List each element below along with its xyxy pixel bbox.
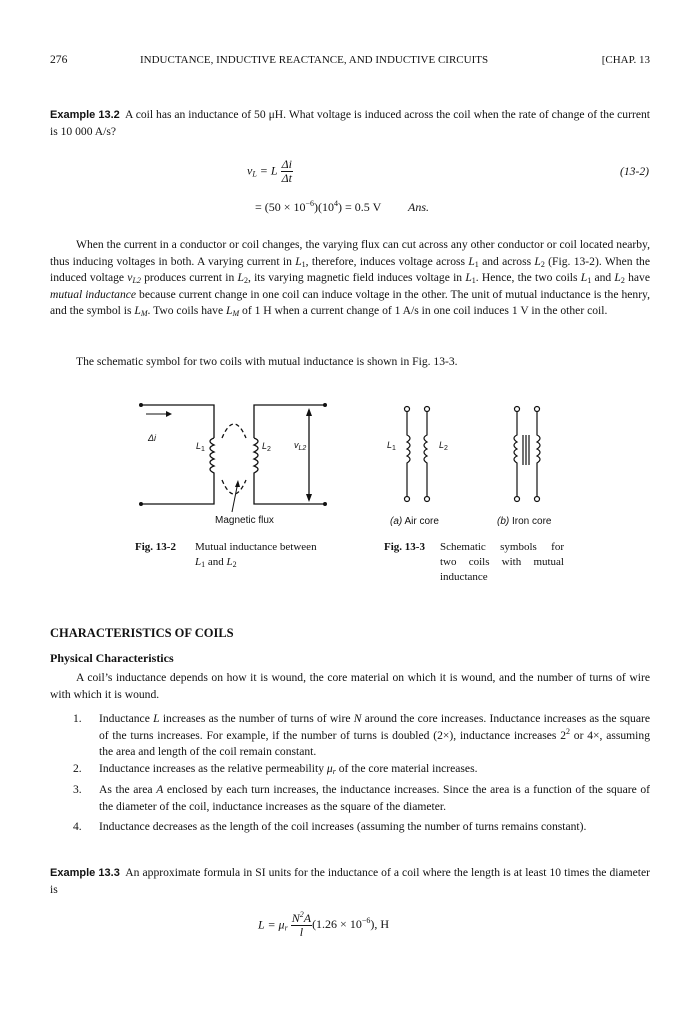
eq2-exp1: −6 (305, 199, 315, 208)
left-wire-bottom (142, 480, 214, 504)
sym: L (237, 271, 244, 285)
arrow-down-icon (306, 494, 312, 502)
list-number: 1. (73, 712, 82, 725)
text: The schematic symbol for two coils with mutual inductance is shown in Fig. 13-3. (76, 355, 458, 368)
sym: L (226, 304, 233, 318)
label-sub: 2 (267, 446, 271, 453)
list-text (99, 782, 650, 815)
eq2-c: ) = 0.5 V (338, 200, 382, 214)
fig-13-3-l2 (439, 437, 448, 454)
terminal-icon (405, 497, 410, 502)
sym: L (468, 254, 475, 268)
equation-number: (13-2) (620, 165, 649, 178)
text: and across (478, 254, 535, 268)
list-number: 2. (73, 762, 82, 775)
caption-line3: inductance (440, 571, 488, 583)
eq-fraction (281, 158, 293, 185)
eq-lhs-sub: r (284, 923, 288, 933)
sym-sub: 2 (620, 276, 625, 286)
text: Inductance (99, 712, 154, 725)
equation-coil-inductance (258, 912, 389, 939)
text: around the core increases. Inductance increases as the square of the turns increases. For example, if the number of turns is doubled (2×), inductance increases 2 (99, 712, 650, 742)
sym-sub: 1 (201, 560, 206, 569)
sym-sub: r (332, 767, 336, 776)
fig-13-3-b-label (497, 514, 551, 531)
list-number: 3. (73, 783, 82, 796)
sym: μ (326, 762, 333, 775)
terminal-icon (515, 407, 520, 412)
answer-label: Ans. (408, 200, 430, 214)
text: and (205, 556, 227, 568)
list-text (99, 819, 650, 836)
page-header (50, 52, 650, 68)
sym: N (353, 712, 362, 725)
flux-lines-icon (222, 424, 246, 494)
caption-line2 (195, 555, 237, 570)
example-text: An approximate formula in SI units for the inductance of a coil where the length is at least 10 times the diameter is (50, 866, 650, 896)
terminal-icon (323, 502, 327, 506)
label: L (387, 440, 393, 450)
chapter-label: [CHAP. 13 (601, 54, 650, 66)
sym-sub: 2 (540, 259, 545, 269)
text: because current change in one coil can induce voltage in the other. The unit of mutual inductance is the henry, and the symbol is (50, 287, 650, 318)
eq2-b: )(10 (314, 200, 335, 214)
text: . Two coils have (147, 304, 227, 318)
running-title: INDUCTANCE, INDUCTIVE REACTANCE, AND INDUCTIVE CIRCUITS (140, 54, 489, 66)
sym: L (153, 712, 160, 725)
sym: L (295, 254, 302, 268)
eq-den: Δt (281, 171, 292, 185)
sym: A (156, 783, 164, 796)
sym: v (127, 271, 133, 285)
label-sub: 2 (444, 445, 448, 452)
sym: L (195, 556, 202, 568)
eq2-exp2: 4 (334, 199, 339, 208)
eq-lhs: v (247, 163, 253, 178)
term-mutual-inductance: mutual inductance (50, 287, 137, 301)
caption-line2: two coils with mutual (440, 556, 564, 568)
fig-13-2-delta-i (148, 430, 156, 447)
label: Δi (148, 433, 157, 443)
label: v (294, 440, 299, 450)
fig-13-2-l2 (262, 438, 271, 455)
right-wire-top (254, 405, 324, 438)
eq-lhs-sub: L (252, 169, 257, 179)
eq-tail-exp: −6 (361, 916, 371, 926)
terminal-icon (425, 497, 430, 502)
label: Magnetic flux (215, 515, 274, 526)
label-sub: 1 (201, 446, 205, 453)
terminal-icon (425, 407, 430, 412)
text: or 4×, assuming the area and length of the coil remain constant. (99, 728, 650, 759)
label: L (439, 440, 445, 450)
section-heading: CHARACTERISTICS OF COILS (50, 626, 234, 640)
schematic-sentence (50, 354, 650, 371)
terminal-icon (323, 403, 327, 407)
eq2-a: = (50 × 10 (255, 200, 306, 214)
label: Air core (402, 516, 439, 527)
sup: 2 (566, 726, 570, 736)
eq-tail-a: (1.26 × 10 (312, 917, 362, 932)
example-13-2 (50, 107, 650, 140)
fig-13-2-caption (135, 540, 335, 569)
sym-sub: 1 (471, 276, 476, 286)
text: increases as the number of turns of wire (159, 712, 354, 725)
text: Inductance decreases as the length of the coil increases (assuming the number of turns remains constant). (99, 820, 587, 833)
fig-13-3-a-label (390, 514, 439, 531)
equation-13-2 (247, 158, 293, 185)
text: When the current in a conductor or coil changes, the varying flux can cut across any other conductor or coil located nearby, thus inducing voltages in both. A varying current in (50, 238, 650, 268)
example-label: Example 13.2 (50, 109, 120, 121)
coil-iron-left-icon (514, 412, 517, 496)
sym-sub: 2 (232, 560, 237, 569)
terminal-icon (139, 502, 143, 506)
eq-num: N (291, 911, 300, 925)
sym-sub: L2 (132, 276, 141, 286)
eq-tail-b: ), H (370, 917, 390, 932)
coil-l2-icon (254, 438, 258, 480)
right-wire-bottom (254, 480, 324, 504)
eq-num-b: A (303, 911, 312, 925)
text: enclosed by each turn increases, the inductance increases. Since the area is a function of the square of the diameter of the coil, inductance increases as the square of the diameter. (99, 783, 650, 813)
sym: L (465, 271, 472, 285)
page-number: 276 (50, 53, 68, 66)
caption-line1: Schematic symbols for (440, 541, 564, 553)
terminal-icon (139, 403, 143, 407)
terminal-icon (515, 497, 520, 502)
sym: L (534, 254, 541, 268)
arrow-up-icon (306, 408, 312, 416)
example-text: A coil has an inductance of 50 μH. What voltage is induced across the coil when the rate of change of the current is 10 000 A/s? (50, 108, 650, 138)
fig-13-2-vl2 (294, 437, 306, 454)
text: Inductance increases as the relative permeability (99, 762, 327, 775)
text: produces current in (140, 271, 238, 285)
text: have (624, 271, 650, 285)
sym-sub: 1 (301, 259, 306, 269)
text: , its varying magnetic field induces voltage in (247, 271, 466, 285)
label-tag: (b) (497, 516, 510, 527)
eq-num: Δi (281, 157, 292, 171)
caption-number: Fig. 13-3 (384, 541, 425, 553)
equation-13-2-solution (255, 199, 429, 216)
coil-l1-icon (210, 438, 214, 480)
coil-l2-icon (424, 412, 427, 496)
sym-sub: 1 (474, 259, 479, 269)
eq-fraction (291, 912, 312, 939)
text: As the area (99, 783, 157, 796)
eq-num-exp: 2 (299, 910, 304, 919)
label-sub: 1 (392, 445, 396, 452)
sym: L (226, 556, 233, 568)
text: and (591, 271, 615, 285)
list-number: 4. (73, 820, 82, 833)
coil-iron-right-icon (537, 412, 540, 496)
fig-13-3-diagram (395, 405, 565, 505)
list-text (99, 711, 650, 761)
terminal-icon (535, 407, 540, 412)
text: of the core material increases. (335, 762, 478, 775)
terminal-icon (405, 407, 410, 412)
caption-number: Fig. 13-2 (135, 541, 176, 553)
label: Iron core (509, 516, 552, 527)
coil-l1-icon (407, 412, 410, 496)
label: L (196, 441, 202, 451)
eq-tail (312, 917, 389, 931)
text: . Hence, the two coils (475, 271, 581, 285)
caption-text: Mutual inductance between (195, 541, 317, 553)
sym-sub: 2 (243, 276, 248, 286)
label-tag: (a) (390, 516, 403, 527)
label: L (262, 441, 268, 451)
fig-13-2-l1 (196, 438, 205, 455)
text: , therefore, induces voltage across (305, 254, 469, 268)
sym: L (134, 304, 141, 318)
mutual-inductance-paragraph (50, 237, 650, 320)
eq-den: l (299, 925, 304, 939)
fig-13-3-l1 (387, 437, 396, 454)
eq-eq: = L (256, 163, 278, 178)
arrow-up-icon (235, 480, 240, 487)
eq-lhs: L = μ (258, 917, 285, 932)
text: of 1 H when a current change of 1 A/s in one coil induces 1 V in the other coil. (239, 304, 608, 318)
characteristics-intro: A coil’s inductance depends on how it is wound, the core material on which it is wound, and the number of turns of wire with which it is wound. (50, 671, 650, 701)
fig-13-2-flux-label (215, 513, 274, 530)
example-13-3 (50, 865, 650, 898)
text: (Fig. 13-2). When the induced voltage (50, 254, 650, 285)
sym-sub: M (140, 309, 148, 319)
subsection-heading: Physical Characteristics (50, 651, 174, 665)
sym: L (614, 271, 621, 285)
list-text (99, 761, 650, 778)
label-sub: L2 (298, 445, 307, 452)
terminal-icon (535, 497, 540, 502)
fig-13-3-caption (384, 540, 574, 583)
sym-sub: M (232, 309, 240, 319)
example-label: Example 13.3 (50, 867, 120, 879)
sym-sub: 1 (587, 276, 592, 286)
sym: L (580, 271, 588, 285)
